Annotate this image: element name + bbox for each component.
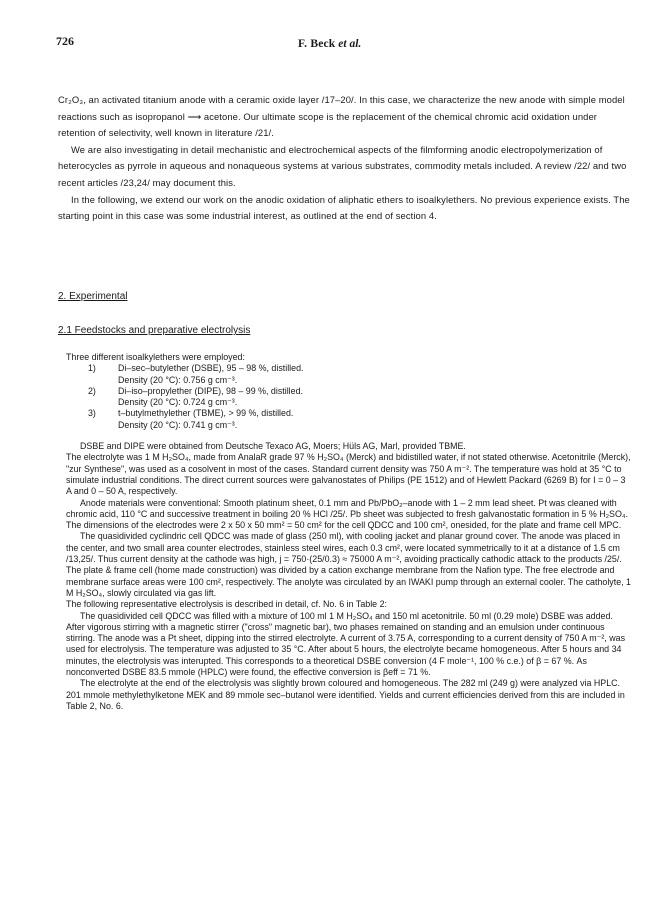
section-heading-feedstocks: 2.1 Feedstocks and preparative electrolysis bbox=[58, 325, 251, 336]
body-paragraph-electrolyte: The electrolyte was 1 M H₂SO₄, made from AnalaR grade 97 % H₂SO₄ (Merck) and bidistilled water, if not stated otherwise. Acetonitrile (Merck), "zur Synthese", was used as a cosolvent in most of the cases. Standard current density was 750 A m⁻². The temperature was hold at 35 °C to simulate industrial conditions. The direct current sources were galvanostates of Philips (PE 1512) and of Hewlett Packard (6269 B) for I = 0 – 3 A and 0 – 50 A, respectively. bbox=[66, 452, 631, 497]
ether-item-density: Density (20 °C): 0.756 g cm⁻³. bbox=[118, 374, 238, 385]
ether-item bbox=[66, 386, 631, 397]
experimental-text bbox=[66, 352, 631, 712]
ether-list bbox=[66, 363, 631, 431]
ether-item bbox=[66, 363, 631, 374]
body-paragraph-analysis: The electrolyte at the end of the electrolysis was slightly brown coloured and homogeneous. The 282 ml (249 g) were analyzed via HPLC. 201 mmole methylethylketone MEK and 89 mmole sec–butanol were identified. Yields and current efficiencies derived from this are included in Table 2, No. 6. bbox=[66, 678, 625, 711]
intro-paragraph-3: In the following, we extend our work on the anodic oxidation of aliphatic ethers to isoalkylethers. No previous experience exists. The starting point in this case was some industrial interest, as outlined at the end of section 4. bbox=[58, 193, 630, 222]
body-paragraph-cells: The quasidivided cyclindric cell QDCC was made of glass (250 ml), with cooling jacket and planar ground cover. The anode was placed in the center, and two small area counter electrodes, stainless steel wires, each 0.3 cm², were located symmetrically to it at a distance of 1.5 cm /13,25/. Thus current density at the cathode was high, j = 750·(25/0.3) ≈ 75000 A m⁻², avoiding practically cathodic attack to the products /25/. The plate & frame cell (home made construction) was divided by a cation exchange membrane from the Nafion type. The free electrode and membrane surface areas were 100 cm², respectively. The anolyte was circulated by an IWAKI pump through an external cooler. The catholyte, 1 M H₂SO₄, slowly circulated via gas lift. bbox=[66, 531, 631, 598]
ether-item-name: Di–sec–butylether (DSBE), 95 – 98 %, distilled. bbox=[118, 363, 304, 374]
body-paragraph-procedure: The quasidivided cell QDCC was filled with a mixture of 100 ml 1 M H₂SO₄ and 150 ml acetonitrile. 50 ml (0.29 mole) DSBE was added. After vigorous stirring with a magnetic stirrer ("cross" magnetic bar), two phases remained on standing and an emulsion under continuous stirring. The anode was a Pt sheet, dipping into the stirred electrolyte. A current of 3.75 A, corresponding to a current density of 750 A m⁻², was used for electrolysis. The temperature was adjusted to 35 °C. After about 5 hours, the electrolyte became homogeneous. After 5 hours and 34 minutes, the electrolysis was interupted. This corresponds to a theoretical DSBE conversion (4 F mole⁻¹, 100 % c.e.) of β = 67 %. As nonconverted DSBE 83.5 mmole (HPLC) were found, the effective conversion is βeff = 71 %. bbox=[66, 610, 626, 678]
intro-text bbox=[58, 92, 630, 225]
ether-item-number: 1) bbox=[88, 363, 96, 374]
intro-paragraph-1: Cr₂O₃, an activated titanium anode with a ceramic oxide layer /17–20/. In this case, we characterize the new anode with simple model reactions such as isopropanol ⟶ acetone. Our ultimate scope is the replacement of the chemical chromic acid oxidation under retention of selectivity, well known in literature /21/. bbox=[58, 94, 625, 139]
ether-item-name: Di–iso–propylether (DIPE), 98 – 99 %, distilled. bbox=[118, 385, 303, 396]
section-heading-experimental: 2. Experimental bbox=[58, 291, 128, 302]
ether-item-number: 2) bbox=[88, 385, 96, 396]
body-paragraph-suppliers: DSBE and DIPE were obtained from Deutsche Texaco AG, Moers; Hüls AG, Marl, provided TBME. bbox=[80, 441, 466, 452]
ether-item-number: 3) bbox=[88, 408, 96, 419]
ether-item-density: Density (20 °C): 0.724 g cm⁻³. bbox=[118, 397, 238, 408]
page-number: 726 bbox=[56, 34, 74, 48]
intro-paragraph-2: We are also investigating in detail mechanistic and electrochemical aspects of the filmforming anodic electropolymerization of heterocycles as pyrrole in aqueous and nonaqueous systems at various substrates, commodity metals included. A review /22/ and two recent articles /23,24/ may document this. bbox=[58, 143, 627, 188]
running-header-author: F. Beck bbox=[298, 38, 336, 50]
running-header bbox=[298, 38, 361, 50]
ether-item-density: Density (20 °C): 0.741 g cm⁻³. bbox=[118, 419, 238, 430]
body-paragraph-anodes: Anode materials were conventional: Smooth platinum sheet, 0.1 mm and Pb/PbO₂–anode with 1 – 2 mm lead sheet. Pt was cleaned with chromic acid, 110 °C and successive treatment in boiling 20 % HCl /25/. Pb sheet was subjected to fresh galvanostatic formation in 5 % H₂SO₄. The dimensions of the electrodes were 2 x 50 x 50 mm² = 50 cm² for the cell QDCC and 100 cm², onesided, for the plate and frame cell MPC. bbox=[66, 497, 628, 531]
running-header-etal: et al. bbox=[338, 38, 362, 50]
ether-item bbox=[66, 408, 631, 419]
body-paragraph-representative: The following representative electrolysis is described in detail, cf. No. 6 in Table 2: bbox=[66, 599, 387, 610]
ethers-intro: Three different isoalkylethers were employed: bbox=[66, 352, 245, 362]
ether-item-name: t–butylmethylether (TBME), > 99 %, distilled. bbox=[118, 408, 294, 419]
